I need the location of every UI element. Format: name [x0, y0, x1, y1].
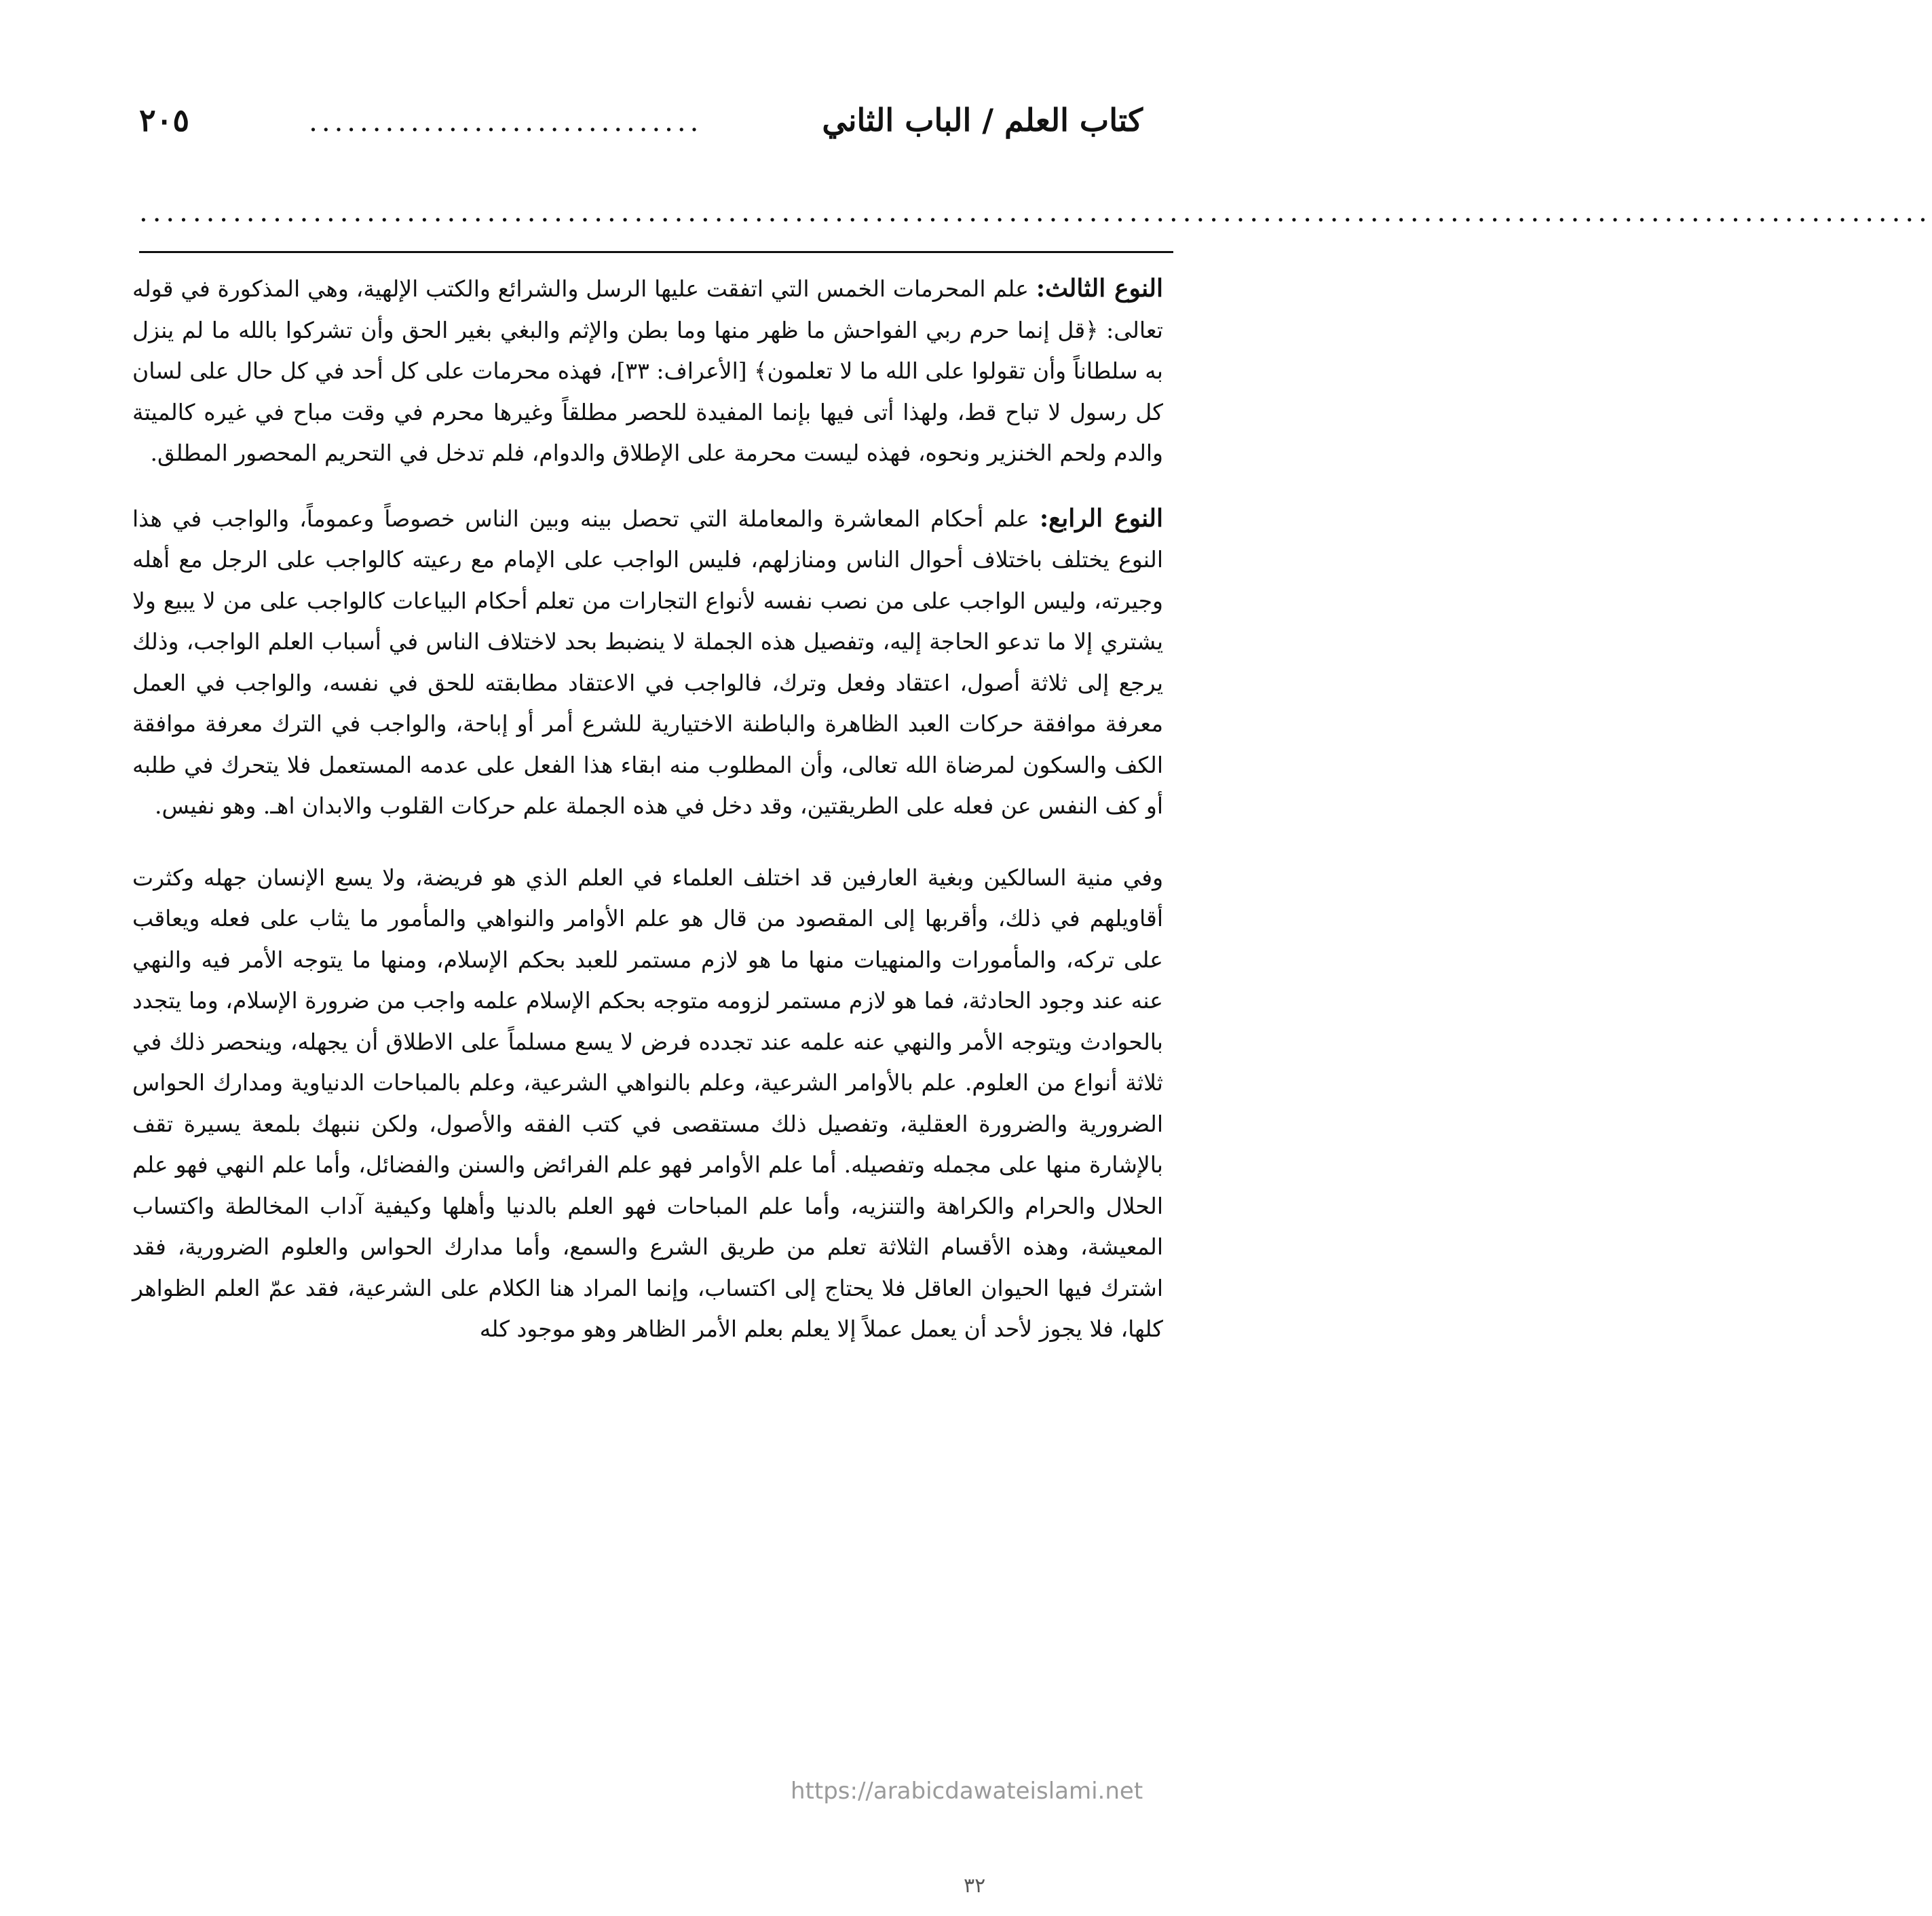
paragraph-body: علم أحكام المعاشرة والمعاملة التي تحصل بينه وبين الناس خصوصاً وعموماً، والواجب في هذا النوع يختلف باختلاف أحوال الناس ومنازلهم، فليس الواجب على الإمام مع رعيته كالواجب على الرجل مع أهله وجيرته، وليس الواجب على من نصب نفسه لأنواع التجارات من تعلم أحكام البياعات كالواجب على من لا يبيع ولا يشتري إلا ما تدعو الحاجة إليه، وتفصيل هذه الجملة لا ينضبط بحد لاختلاف الناس في أسباب العلم الواجب، وذلك يرجع إلى ثلاثة أصول، اعتقاد وفعل وترك، فالواجب في الاعتقاد مطابقته للحق في نفسه، والواجب في العمل معرفة موافقة حركات العبد الظاهرة والباطنة الاختيارية للشرع أمر أو إباحة، والواجب في الترك معرفة موافقة الكف والسكون لمرضاة الله تعالى، وأن المطلوب منه ابقاء هذا الفعل على عدمه المستعمل فلا يتحرك في طلبه أو كف النفس عن فعله على الطريقتين، وقد دخل في هذه الجملة علم حركات القلوب والابدان اهـ. وهو نفيس.: [132, 505, 1163, 819]
paragraph-third-type: [132, 268, 1163, 474]
dotted-leader: ...............................: [309, 107, 703, 138]
paragraph-fourth-type: [132, 498, 1163, 827]
paragraph-body: علم المحرمات الخمس التي اتفقت عليها الرسل والشرائع والكتب الإلهية، وهي المذكورة في قوله تعالى: ﴿قل إنما حرم ربي الفواحش ما ظهر منها وما بطن والإثم والبغي بغير الحق وأن تشركوا بالله ما لم ينزل به سلطاناً وأن تقولوا على الله ما لا تعلمون﴾ [الأعراف: ٣٣]، فهذه محرمات على كل أحد في كل حال على لسان كل رسول لا تباح قط، ولهذا أتى فيها بإنما المفيدة للحصر مطلقاً وغيرها محرم في وقت مباح في غيره كالميتة والدم ولحم الخنزير ونحوه، فهذه ليست محرمة على الإطلاق والدوام، فلم تدخل في التحريم المحصور المطلق.: [132, 275, 1163, 466]
main-text: [132, 268, 1163, 1350]
paragraph-body: وفي منية السالكين وبغية العارفين قد اختلف العلماء في العلم الذي هو فريضة، ولا يسع الإنسان جهله وكثرت أقاويلهم في ذلك، وأقربها إلى المقصود من قال هو علم الأوامر والنواهي والمأمور ما يثاب على فعله ويعاقب على تركه، والمأمورات والمنهيات منها ما هو لازم مستمر للعبد بحكم الإسلام، ومنها ما يتوجه الأمر فيه والنهي عنه عند وجود الحادثة، فما هو لازم مستمر لزومه متوجه بحكم الإسلام علمه واجب من ضرورة الإسلام، وما يتجدد بالحوادث ويتوجه الأمر والنهي عنه علمه عند تجدده فرض لا يسع مسلماً على الاطلاق أن يجهله، وينحصر ذلك في ثلاثة أنواع من العلوم. علم بالأوامر الشرعية، وعلم بالنواهي الشرعية، وعلم بالمباحات الدنياوية ومدارك الحواس الضرورية والضرورة العقلية، وتفصيل ذلك مستقصى في كتب الفقه والأصول، ولكن ننبهك بلمعة يسيرة تقف بالإشارة منها على مجمله وتفصيله. أما علم الأوامر فهو علم الفرائض والسنن والفضائل، وأما علم النهي فهو علم الحلال والحرام والكراهة والتنزيه، وأما علم المباحات فهو العلم بالدنيا وأهلها وكيفية آداب المخالطة واكتساب المعيشة، وهذه الأقسام الثلاثة تعلم من طريق الشرع والسمع، وأما مدارك الحواس والعلوم الضرورية، فقد اشترك فيها الحيوان العاقل فلا يحتاج إلى اكتساب، وإنما المراد هنا الكلام على الشرعية، فقد عمّ العلم الظواهر كلها، فلا يجوز لأحد أن يعمل عملاً إلا يعلم بعلم الأمر الظاهر وهو موجود كله: [132, 864, 1164, 1342]
chapter-title: كتاب العلم / الباب الثاني: [822, 102, 1143, 138]
running-header: [139, 102, 1143, 156]
paragraph-lead: النوع الثالث:: [1036, 274, 1163, 303]
dotted-separator: ......................................................................................................................................: [139, 197, 1932, 228]
paragraph-lead: النوع الرابع:: [1039, 503, 1164, 533]
website-watermark: https://arabicdawateislami.net: [791, 1778, 1143, 1805]
footer-mark: ٣٢: [964, 1874, 986, 1898]
paragraph-muniyat-al-salikin: [132, 858, 1163, 1350]
header-rule: [139, 251, 1173, 253]
page-number: ٢٠٥: [139, 102, 190, 138]
